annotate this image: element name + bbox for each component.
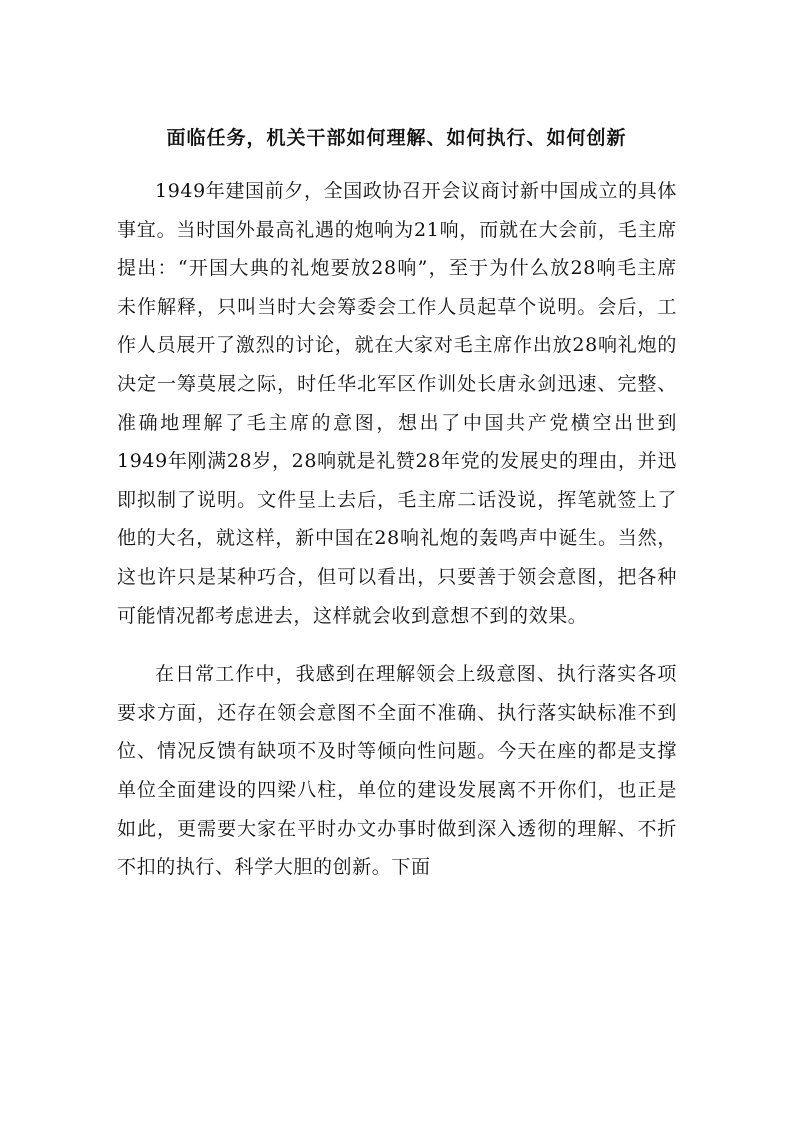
document-body	[117, 172, 677, 907]
paragraph-1: 1949年建国前夕，全国政协召开会议商讨新中国成立的具体事宜。当时国外最高礼遇的炮响为21响，而就在大会前，毛主席提出：“开国大典的礼炮要放28响”，至于为什么放28响毛主席未作解释，只叫当时大会筹委会工作人员起草个说明。会后，工作人员展开了激烈的讨论，就在大家对毛主席作出放28响礼炮的决定一筹莫展之际，时任华北军区作训处长唐永剑迅速、完整、准确地理解了毛主席的意图，想出了中国共产党横空出世到1949年刚满28岁，28响就是礼赞28年党的发展史的理由，并迅即拟制了说明。文件呈上去后，毛主席二话没说，挥笔就签上了他的大名，就这样，新中国在28响礼炮的轰鸣声中诞生。当然，这也许只是某种巧合，但可以看出，只要善于领会意图，把各种可能情况都考虑进去，这样就会收到意想不到的效果。	[117, 180, 677, 627]
document-title: 面临任务，机关干部如何理解、如何执行、如何创新	[166, 127, 627, 149]
paragraph-2: 在日常工作中，我感到在理解领会上级意图、执行落实各项要求方面，还存在领会意图不全面不准确、执行落实缺标准不到位、情况反馈有缺项不及时等倾向性问题。今天在座的都是支撑单位全面建设的四梁八柱，单位的建设发展离不开你们，也正是如此，更需要大家在平时办文办事时做到深入透彻的理解、不折不扣的执行、科学大胆的创新。下面	[117, 663, 677, 879]
